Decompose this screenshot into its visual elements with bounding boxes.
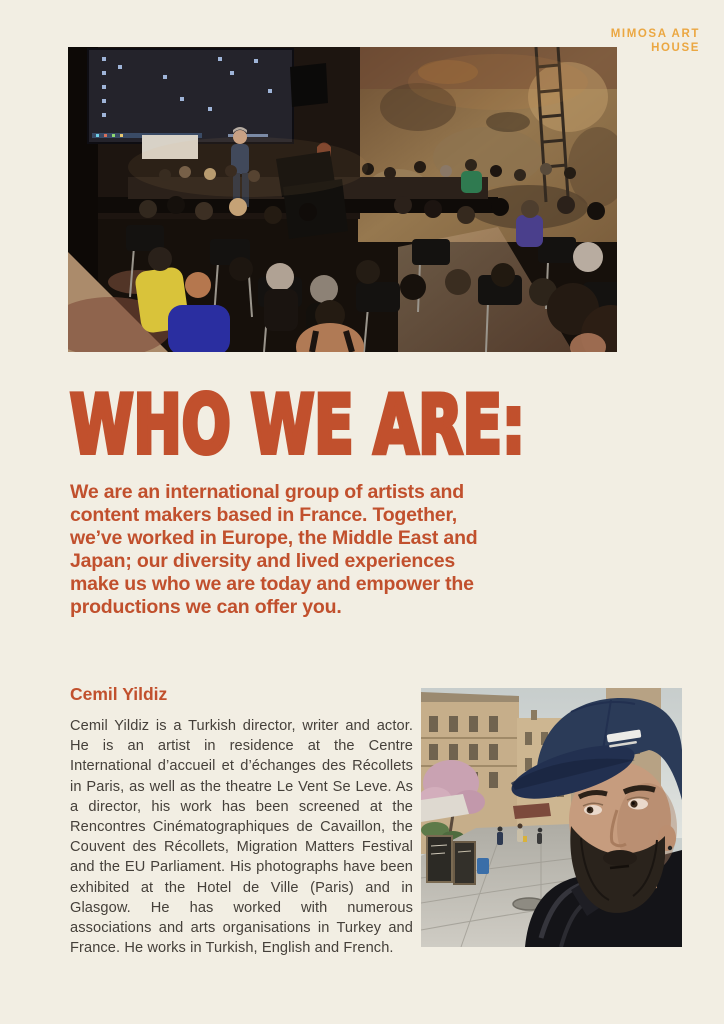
page-title: WHO WE ARE: [70,379,526,473]
portrait-photo-illustration [421,688,682,947]
bio-paragraph: Cemil Yildiz is a Turkish director, writer and actor. He is an artist in residence at the Centre International d’accueil et d’échanges des Récollets in Paris, as well as the theatre Le Vent Se Leve. As a director, his work has been screened at the Rencontres Cinématographiques de Cavaillon, the Couvent des Récollets, Migration Matters Festival and the EU Parliament. His photographs have been exhibited at the Hotel de Ville (Paris) and in Glasgow. He has worked with numerous associations and arts organisations in Turkey and France. He works in Turkish, English and French. [70,718,413,957]
event-photo [68,47,617,352]
bio-name-heading: Cemil Yildiz [70,684,168,704]
brand-line-1: MIMOSA ART [610,28,700,40]
intro-paragraph: We are an international group of artists and content makers based in France. Together, we’ve worked in Europe, the Middle East and Japan; our diversity and lived experiences make us who we are today and empower the productions we can offer you. [70,481,478,618]
speaker [290,63,328,107]
brand-wordmark [611,27,700,55]
brand-line-2: HOUSE [651,42,700,54]
portrait-photo [421,688,682,947]
blue-bin [477,858,489,874]
projection-screen [88,49,293,143]
event-photo-illustration [68,47,617,352]
chalkboard-signs [427,836,475,884]
